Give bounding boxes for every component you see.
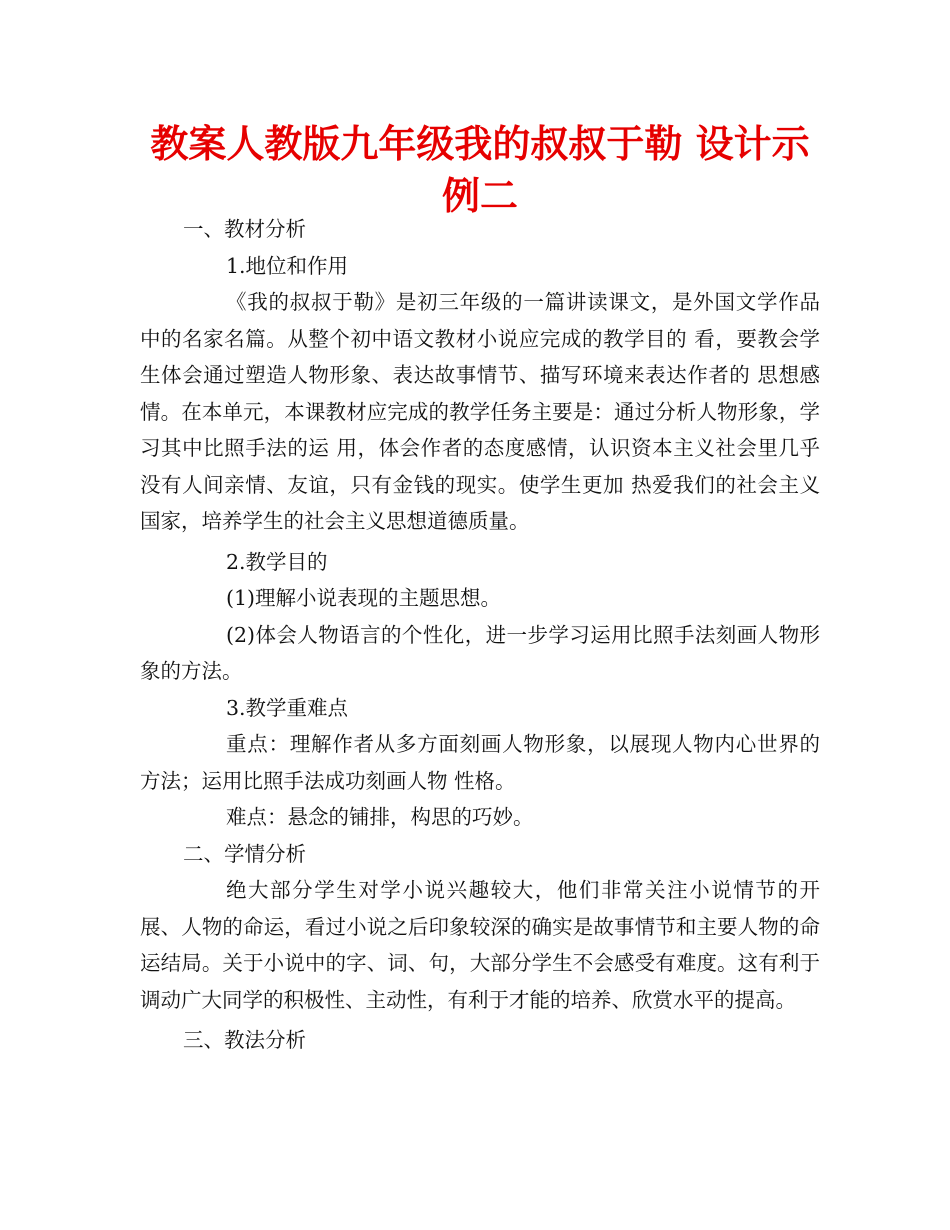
paragraph-difficult-point: 难点：悬念的铺排，构思的巧妙。 <box>226 805 534 829</box>
paragraph-position-role: 《我的叔叔于勒》是初三年级的一篇讲读课文，是外国文学作品中的名家名篇。从整个初中语文教材小说应完成的教学目的 看，要教会学生体会通过塑造人物形象、表达故事情节、描写环境来表达作者的 思想感情。在本单元，本课教材应完成的教学任务主要是：通过分析人物形象，学习其中比照手法的运 用，体会作者的态度感情，认识资本主义社会里几乎没有人间亲情、友谊，只有金钱的现实。使学生更加 热爱我们的社会主义国家，培养学生的社会主义思想道德质量。 <box>140 290 820 533</box>
subheading-position-role: 1.地位和作用 <box>226 253 349 278</box>
section-heading-textbook-analysis: 一、教材分析 <box>183 217 306 241</box>
document-body <box>140 211 820 1059</box>
document-title: 教案人教版九年级我的叔叔于勒 设计示例二 <box>150 122 810 218</box>
paragraph-student-analysis: 绝大部分学生对学小说兴趣较大，他们非常关注小说情节的开展、人物的命运，看过小说之后印象较深的确实是故事情节和主要人物的命运结局。关于小说中的字、词、句，大部分学生不会感受有难度。这有利于调动广大同学的积极性、主动性，有利于才能的培养、欣赏水平的提高。 <box>140 878 820 1012</box>
subheading-key-points: 3.教学重难点 <box>226 695 349 720</box>
subheading-teaching-goals: 2.教学目的 <box>226 549 328 574</box>
section-heading-student-analysis: 二、学情分析 <box>183 841 306 866</box>
goal-item-2: (2)体会人物语言的个性化，进一步学习运用比照手法刻画人物形象的方法。 <box>140 622 820 683</box>
section-heading-method-analysis: 三、教法分析 <box>183 1028 306 1052</box>
goal-item-1: (1)理解小说表现的主题思想。 <box>226 586 502 610</box>
paragraph-key-point: 重点：理解作者从多方面刻画人物形象，以展现人物内心世界的方法；运用比照手法成功刻画人物 性格。 <box>140 732 820 793</box>
